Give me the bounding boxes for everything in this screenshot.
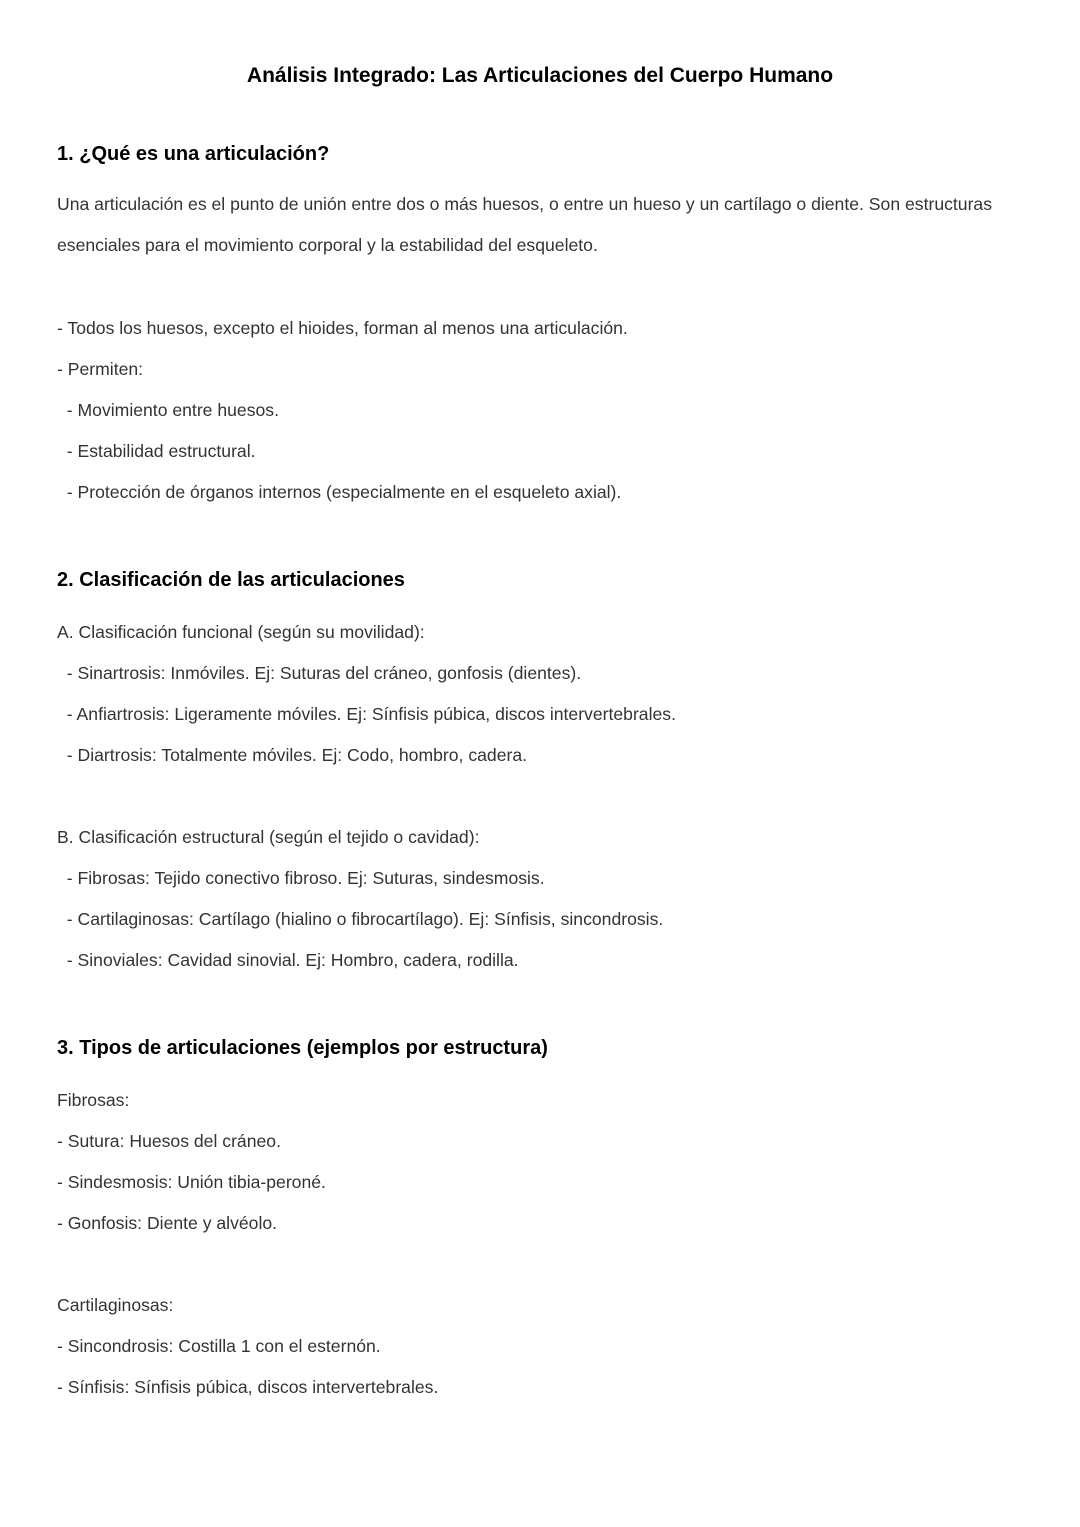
group-label: Fibrosas: <box>57 1090 130 1110</box>
list-subitem: - Diartrosis: Totalmente móviles. Ej: Codo, hombro, cadera. <box>57 745 528 765</box>
paragraph-line: esenciales para el movimiento corporal y la estabilidad del esqueleto. <box>57 235 598 255</box>
list-subitem: - Estabilidad estructural. <box>57 441 256 461</box>
list-item: - Sincondrosis: Costilla 1 con el esternón. <box>57 1336 381 1356</box>
section-heading-2: 2. Clasificación de las articulaciones <box>57 569 405 591</box>
list-subitem: - Fibrosas: Tejido conectivo fibroso. Ej: Suturas, sindesmosis. <box>57 868 545 888</box>
document-title: Análisis Integrado: Las Articulaciones del Cuerpo Humano <box>246 64 834 87</box>
list-subitem: - Cartilaginosas: Cartílago (hialino o fibrocartílago). Ej: Sínfisis, sincondrosis. <box>57 909 664 929</box>
section-heading-3: 3. Tipos de articulaciones (ejemplos por estructura) <box>57 1037 548 1059</box>
subheading-line: B. Clasificación estructural (según el tejido o cavidad): <box>57 827 480 847</box>
list-item: - Sutura: Huesos del cráneo. <box>57 1131 281 1151</box>
list-subitem: - Anfiartrosis: Ligeramente móviles. Ej: Sínfisis púbica, discos intervertebrales. <box>57 704 676 724</box>
list-subitem: - Sinartrosis: Inmóviles. Ej: Suturas del cráneo, gonfosis (dientes). <box>57 663 582 683</box>
subheading-line: A. Clasificación funcional (según su movilidad): <box>57 622 425 642</box>
list-item: - Sindesmosis: Unión tibia-peroné. <box>57 1172 326 1192</box>
list-subitem: - Sinoviales: Cavidad sinovial. Ej: Hombro, cadera, rodilla. <box>57 950 519 970</box>
list-item: - Sínfisis: Sínfisis púbica, discos intervertebrales. <box>57 1377 439 1397</box>
section-heading-1: 1. ¿Qué es una articulación? <box>57 143 330 165</box>
list-item: - Permiten: <box>57 359 144 379</box>
list-subitem: - Protección de órganos internos (especialmente en el esqueleto axial). <box>57 482 622 502</box>
list-item: - Gonfosis: Diente y alvéolo. <box>57 1213 278 1233</box>
paragraph-line: Una articulación es el punto de unión entre dos o más huesos, o entre un hueso y un cartílago o diente. Son estructuras <box>57 194 993 214</box>
list-subitem: - Movimiento entre huesos. <box>57 400 279 420</box>
group-label: Cartilaginosas: <box>57 1295 174 1315</box>
list-item: - Todos los huesos, excepto el hioides, forman al menos una articulación. <box>57 318 628 338</box>
